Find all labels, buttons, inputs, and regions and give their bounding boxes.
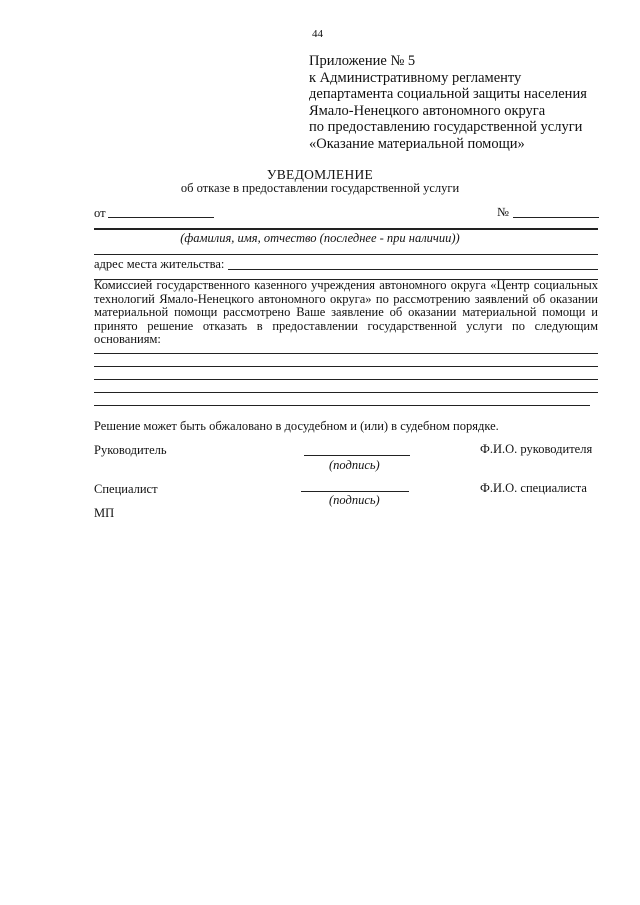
specialist-name: Ф.И.О. специалиста	[480, 481, 587, 495]
head-name: Ф.И.О. руководителя	[480, 442, 593, 456]
reason-line	[94, 366, 598, 367]
number-field-line	[513, 217, 599, 218]
document-subtitle: об отказе в предоставлении государственной услуги	[180, 181, 460, 195]
reason-line	[94, 392, 598, 393]
name-hint: (фамилия, имя, отчество (последнее - при наличии))	[180, 231, 460, 245]
from-label: от	[94, 206, 106, 220]
appendix-line: к Административному регламенту	[309, 69, 522, 86]
appendix-header	[309, 53, 629, 152]
reason-line	[94, 379, 598, 380]
appeal-text: Решение может быть обжаловано в досудебном и (или) в судебном порядке.	[94, 419, 499, 433]
specialist-role: Специалист	[94, 482, 158, 496]
appendix-line: по предоставлению государственной услуги	[309, 119, 583, 135]
reason-line	[94, 405, 590, 406]
specialist-signature-line	[301, 491, 409, 492]
specialist-signature-hint: (подпись)	[329, 493, 380, 507]
head-role: Руководитель	[94, 443, 167, 457]
document-title: УВЕДОМЛЕНИЕ	[266, 167, 374, 182]
address-field-line	[228, 269, 598, 270]
address-top-line	[94, 254, 598, 255]
date-field-line	[108, 217, 214, 218]
name-field-line	[94, 229, 598, 230]
address-label: адрес места жительства:	[94, 257, 225, 271]
appendix-line: департамента социальной защиты населения	[309, 86, 587, 102]
head-signature-line	[304, 455, 410, 456]
appendix-line: Приложение № 5	[309, 53, 416, 69]
appendix-line: Ямало-Ненецкого автономного округа	[309, 102, 546, 119]
page-number: 44	[312, 28, 323, 40]
stamp-label: МП	[94, 506, 115, 520]
number-label: №	[497, 205, 509, 219]
reason-line	[94, 353, 598, 354]
appendix-line: «Оказание материальной помощи»	[309, 135, 525, 152]
head-signature-hint: (подпись)	[329, 458, 380, 472]
body-paragraph: Комиссией государственного казенного учреждения автономного округа «Центр социальных технологий Ямало-Ненецкого автономного округа» по рассмотрению заявлений об оказании материальной помощи рассмотрено Ваше заявление об оказании материальной помощи и принято решение отказать в предоставлении государственной услуги по следующим основаниям:	[94, 278, 598, 347]
